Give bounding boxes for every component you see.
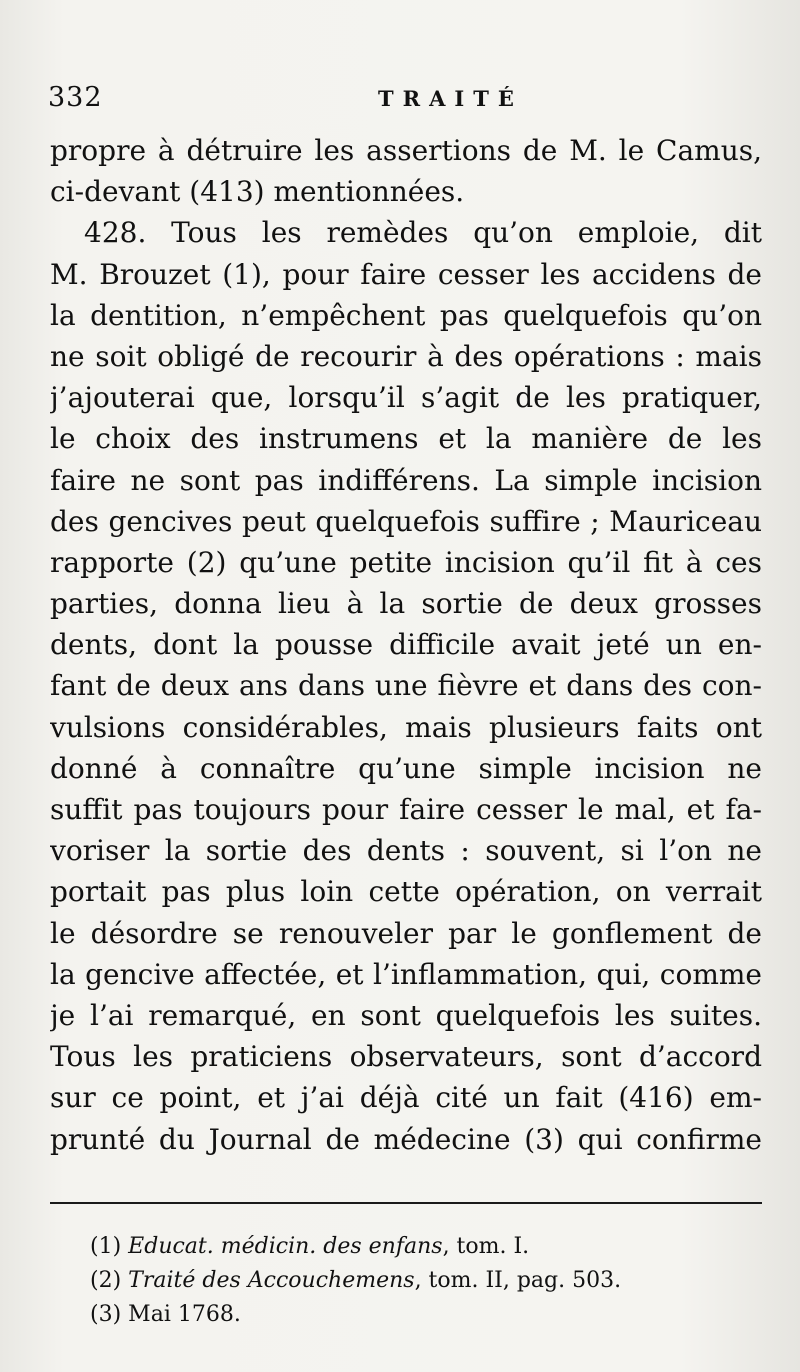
footnotes (90, 1230, 750, 1332)
text-line: le désordre se renouveler par le gonflement de (50, 916, 762, 950)
text-line: la dentition, n’empêchent pas quelquefois qu’on (50, 298, 762, 332)
body-text (50, 130, 762, 1160)
footnote-title: Educat. médicin. des enfans (128, 1234, 443, 1259)
text-line: voriser la sortie des dents : souvent, si l’on ne (50, 834, 762, 868)
footnote (90, 1298, 750, 1332)
text-line: propre à détruire les assertions de M. le Camus, (50, 134, 762, 167)
footnote (90, 1264, 750, 1298)
text-line: faire ne sont pas indifférens. La simple incision (50, 463, 762, 497)
footnote-rest: , tom. II, pag. 503. (414, 1268, 622, 1293)
text-line: portait pas plus loin cette opération, on verrait (50, 875, 762, 909)
page-number: 332 (48, 82, 103, 113)
text-line: sur ce point, et j’ai déjà cité un fait (416) em- (50, 1081, 762, 1115)
footnote-rest: , tom. I. (442, 1234, 530, 1259)
text-line: parties, donna lieu à la sortie de deux grosses (50, 587, 762, 621)
text-line: prunté du Journal de médecine (3) qui confirme (50, 1122, 762, 1156)
footnote (90, 1230, 750, 1264)
text-line: fant de deux ans dans une fièvre et dans des con- (50, 669, 762, 703)
text-line: le choix des instrumens et la manière de les (50, 422, 762, 456)
footnote-rule (50, 1202, 762, 1204)
footnote-rest: Mai 1768. (128, 1302, 241, 1327)
text-line: j’ajouterai que, lorsqu’il s’agit de les pratiquer, (50, 381, 762, 415)
running-head: TRAITÉ (378, 86, 523, 111)
text-line: suffit pas toujours pour faire cesser le mal, et fa- (50, 793, 762, 826)
footnote-title: Traité des Accouchemens (128, 1268, 415, 1293)
text-line: Tous les praticiens observateurs, sont d’accord (50, 1040, 762, 1074)
text-line: 428. Tous les remèdes qu’on emploie, dit (84, 216, 762, 250)
text-line: ci-devant (413) mentionnées. (50, 175, 465, 209)
text-line: dents, dont la pousse difficile avait jeté un en- (50, 628, 762, 662)
text-line: vulsions considérables, mais plusieurs faits ont (50, 710, 762, 744)
footnote-number: (1) (90, 1234, 122, 1259)
text-line: je l’ai remarqué, en sont quelquefois les suites. (50, 998, 762, 1032)
text-line: M. Brouzet (1), pour faire cesser les accidens de (50, 257, 762, 291)
text-line: ne soit obligé de recourir à des opérations : mais (50, 339, 762, 373)
page-header (48, 82, 760, 122)
text-line: la gencive affectée, et l’inflammation, qui, comme (50, 957, 762, 991)
text-line: des gencives peut quelquefois suffire ; Mauriceau (50, 504, 762, 538)
footnote-number: (3) (90, 1302, 122, 1327)
text-line: donné à connaître qu’une simple incision ne (50, 751, 762, 785)
footnote-number: (2) (90, 1268, 122, 1293)
text-line: rapporte (2) qu’une petite incision qu’il fit à ces (50, 545, 762, 579)
